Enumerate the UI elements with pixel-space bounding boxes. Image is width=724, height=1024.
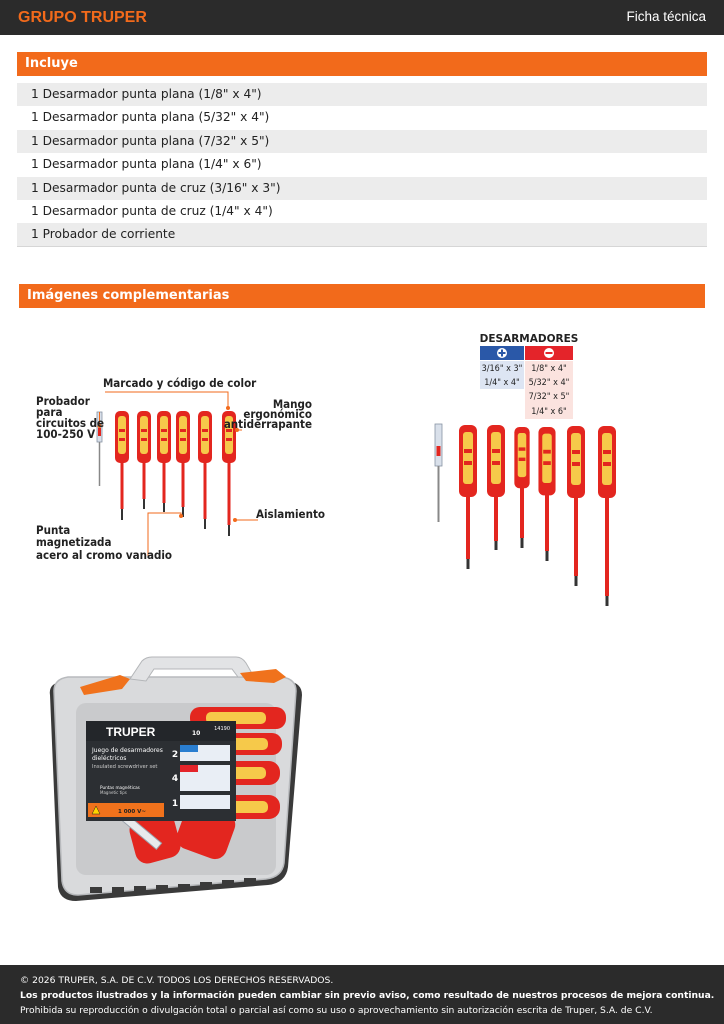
document-type: Ficha técnica	[626, 9, 706, 24]
tester-label-line: Probador	[36, 394, 90, 408]
case-brand: TRUPER	[106, 725, 156, 739]
handle-label-line: ergonómico	[243, 407, 312, 421]
case-line: dieléctricos	[92, 755, 127, 762]
footer-notice: Los productos ilustrados y la información pueden cambiar sin previo aviso, como resultado de nuestros procesos de mejora continua.	[20, 990, 715, 1001]
case-magnetic-label: Puntas magnéticas	[100, 785, 140, 790]
tip-label-line: acero al cromo vanadio	[36, 548, 173, 562]
marked-color-code-label: Marcado y código de color	[103, 376, 257, 390]
top-bar	[0, 0, 724, 35]
case-magnetic-label-en: Magnetic tips	[100, 790, 127, 795]
case-line: Juego de desarmadores	[92, 747, 163, 754]
includes-heading: Incluye	[17, 52, 707, 76]
flat-size: 5/32" x 4"	[528, 378, 570, 388]
insulation-label: Aislamiento	[256, 507, 325, 521]
tester-label-line: 100-250 V	[36, 427, 96, 441]
handle-label-line: Mango	[272, 397, 312, 411]
case-count: 10	[192, 730, 201, 737]
list-item: 1 Desarmador punta de cruz (1/4" x 4")	[31, 203, 273, 218]
list-item: 1 Desarmador punta plana (7/32" x 5")	[17, 130, 707, 153]
flat-size: 7/32" x 5"	[528, 392, 570, 402]
handle-label-line: antiderrapante	[223, 417, 312, 431]
list-item: 1 Probador de corriente	[17, 223, 707, 246]
tester-label-line: circuitos de	[36, 416, 105, 430]
tip-label-line: Punta	[36, 523, 71, 537]
case-line: Insulated screwdriver set	[92, 764, 158, 770]
list-item: 1 Desarmador punta de cruz (3/16" x 3")	[17, 177, 707, 200]
tester-label-line: para	[36, 405, 63, 419]
case-row-count: 2	[171, 750, 179, 760]
case-product-image	[40, 655, 310, 905]
footer-copyright: © 2026 TRUPER, S.A. DE C.V. TODOS LOS DERECHOS RESERVADOS.	[20, 975, 334, 986]
includes-list	[17, 83, 707, 247]
list-item: 1 Desarmador punta plana (1/8" x 4")	[17, 83, 707, 106]
footer-rights: Prohibida su reproducción o divulgación total o parcial así como su uso o aprovechamiento sin autorización escrita de Truper, S.A. de C.V.	[20, 1005, 653, 1016]
flat-size: 1/4" x 6"	[531, 407, 567, 417]
case-row-count: 1	[171, 799, 179, 809]
annotated-product-image	[30, 370, 330, 570]
tip-label-line: magnetizada	[36, 535, 112, 549]
case-code: 14190	[214, 726, 230, 732]
images-heading: Imágenes complementarias	[19, 284, 705, 308]
list-item: 1 Desarmador punta plana (1/4" x 6")	[31, 157, 262, 172]
sizes-title: DESARMADORES	[479, 333, 579, 345]
footer	[0, 965, 724, 1024]
sizes-product-image	[425, 328, 625, 610]
case-voltage: 1 000 V~	[117, 809, 147, 815]
flat-size: 1/8" x 4"	[531, 364, 567, 374]
case-row-count: 4	[171, 774, 179, 784]
phillips-size: 1/4" x 4"	[484, 378, 520, 388]
list-item: 1 Desarmador punta plana (5/32" x 4")	[31, 110, 270, 125]
phillips-size: 3/16" x 3"	[481, 364, 523, 374]
brand-logo: GRUPO TRUPER	[18, 9, 147, 26]
